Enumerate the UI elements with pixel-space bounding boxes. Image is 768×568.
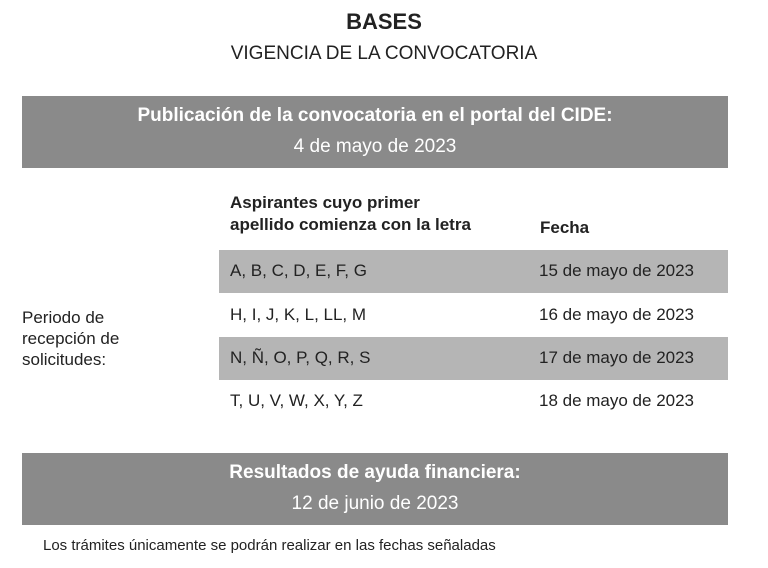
row-letters: A, B, C, D, E, F, G [230,261,367,280]
page-subtitle: VIGENCIA DE LA CONVOCATORIA [230,43,538,64]
footnote: Los trámites únicamente se podrán realizar en las fechas señaladas [43,537,496,554]
row-date: 17 de mayo de 2023 [539,348,695,367]
row-letters: H, I, J, K, L, LL, M [230,305,367,324]
results-banner [22,453,728,525]
page-title: BASES [346,9,422,34]
publication-banner [22,96,728,168]
table-row [219,380,728,423]
period-label [22,307,182,370]
row-letters: N, Ñ, O, P, Q, R, S [230,348,371,367]
row-date: 15 de mayo de 2023 [539,261,695,280]
table-row [219,250,728,293]
letters-header-line: Aspirantes cuyo primer [230,193,420,212]
letters-column-header [230,192,530,236]
date-column-header: Fecha [540,218,590,237]
row-date: 18 de mayo de 2023 [539,391,695,410]
row-date: 16 de mayo de 2023 [539,305,695,324]
period-label-line: recepción de [22,329,120,348]
table-row [219,337,728,380]
publication-date: 4 de mayo de 2023 [293,136,457,157]
period-label-line: solicitudes: [22,350,107,369]
results-title: Resultados de ayuda financiera: [229,462,521,483]
period-label-line: Periodo de [22,308,105,327]
publication-title: Publicación de la convocatoria en el portal del CIDE: [137,105,613,126]
letters-header-line: apellido comienza con la letra [230,215,471,234]
table-row [219,294,728,337]
row-letters: T, U, V, W, X, Y, Z [230,391,363,410]
results-date: 12 de junio de 2023 [291,493,459,514]
